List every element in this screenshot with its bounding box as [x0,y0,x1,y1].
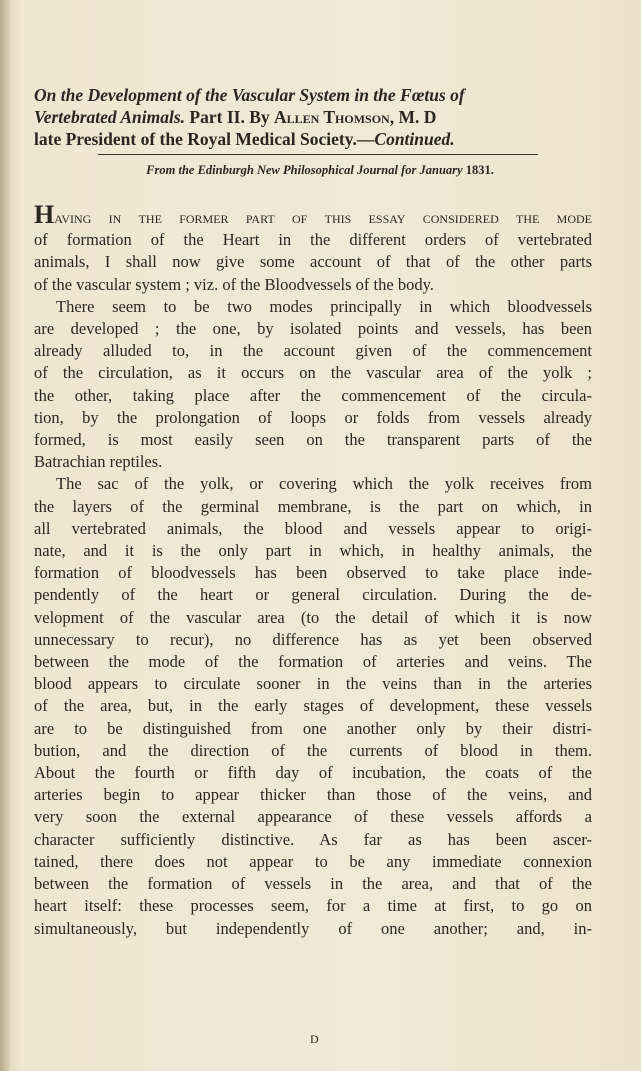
title-rule [98,154,538,155]
body-line: character sufficiently distinctive. As far as has been ascer- [34,829,592,849]
source-text: From the Edinburgh New Philosophical Journal for January [146,163,463,177]
body-line: velopment of the vascular area (to the detail of which it is now [34,607,592,627]
body-line: of the circulation, as it occurs on the vascular area of the yolk ; [34,363,592,383]
source-line [40,163,600,178]
body-line: nate, and it is the only part in which, in healthy animals, the [34,541,592,561]
body-line: The sac of the yolk, or covering which the yolk receives from [56,474,592,494]
body-line: formation of bloodvessels has been observed to take place inde- [34,563,592,583]
body-line: are to be distinguished from one another only by their distri- [34,718,592,738]
title-line-3: late President of the Royal Medical Society.— [34,129,375,149]
body-line: of the area, but, in the early stages of development, these vessels [34,696,592,716]
title-rest: , M. D [389,107,437,127]
body-line: bution, and the direction of the currents of blood in them. [34,740,592,760]
body-line-text: aving in the former part of this essay considered the mode [54,208,592,227]
body-line: the layers of the germinal membrane, is the part on which, in [34,496,592,516]
body-line: all vertebrated animals, the blood and vessels appear to origi- [34,518,592,538]
title-italic-2: Vertebrated Animals. [34,107,186,127]
body-line: tained, there does not appear to be any immediate connexion [34,851,592,871]
body-line: animals, I shall now give some account of that of the other parts [34,252,592,272]
drop-cap: H [34,200,55,229]
body-line: arteries begin to appear thicker than those of the veins, and [34,785,592,805]
body-line: blood appears to circulate sooner in the veins than in the arteries [34,674,592,694]
title-part: Part II. By [185,107,274,127]
body-line: About the fourth or fifth day of incubation, the coats of the [34,763,592,783]
article-title [34,84,594,150]
body-line: unnecessary to recur), no difference has as yet been observed [34,629,592,649]
article-body [34,200,592,940]
page-binding-edge [0,0,10,1071]
body-line: the other, taking place after the commencement of the circula- [34,385,592,405]
body-line: formed, is most easily seen on the transparent parts of the [34,430,592,450]
body-line: between the mode of the formation of arteries and veins. The [34,652,592,672]
body-line: of formation of the Heart in the different orders of vertebrated [34,230,592,250]
title-author: Allen Thomson [274,107,390,127]
body-line: of the vascular system ; viz. of the Bloodvessels of the body. [34,274,434,294]
source-year: 1831. [465,163,494,177]
signature-mark: D [310,1032,319,1046]
body-line: pendently of the heart or general circulation. During the de- [34,585,592,605]
body-line: already alluded to, in the account given of the commencement [34,341,592,361]
title-italic-1: On the Development of the Vascular System in the Fœtus of [34,85,465,105]
body-line: Batrachian reptiles. [34,452,163,472]
body-line [34,200,592,229]
body-line: are developed ; the one, by isolated points and vessels, has been [34,319,592,339]
title-continued: Continued. [374,129,455,149]
body-line: tion, by the prolongation of loops or folds from vessels already [34,407,592,427]
body-line: between the formation of vessels in the area, and that of the [34,874,592,894]
body-line: very soon the external appearance of these vessels affords a [34,807,592,827]
body-line: simultaneously, but independently of one another; and, in- [34,918,592,938]
body-line: There seem to be two modes principally in which bloodvessels [56,296,592,316]
body-line: heart itself: these processes seem, for a time at first, to go on [34,896,592,916]
